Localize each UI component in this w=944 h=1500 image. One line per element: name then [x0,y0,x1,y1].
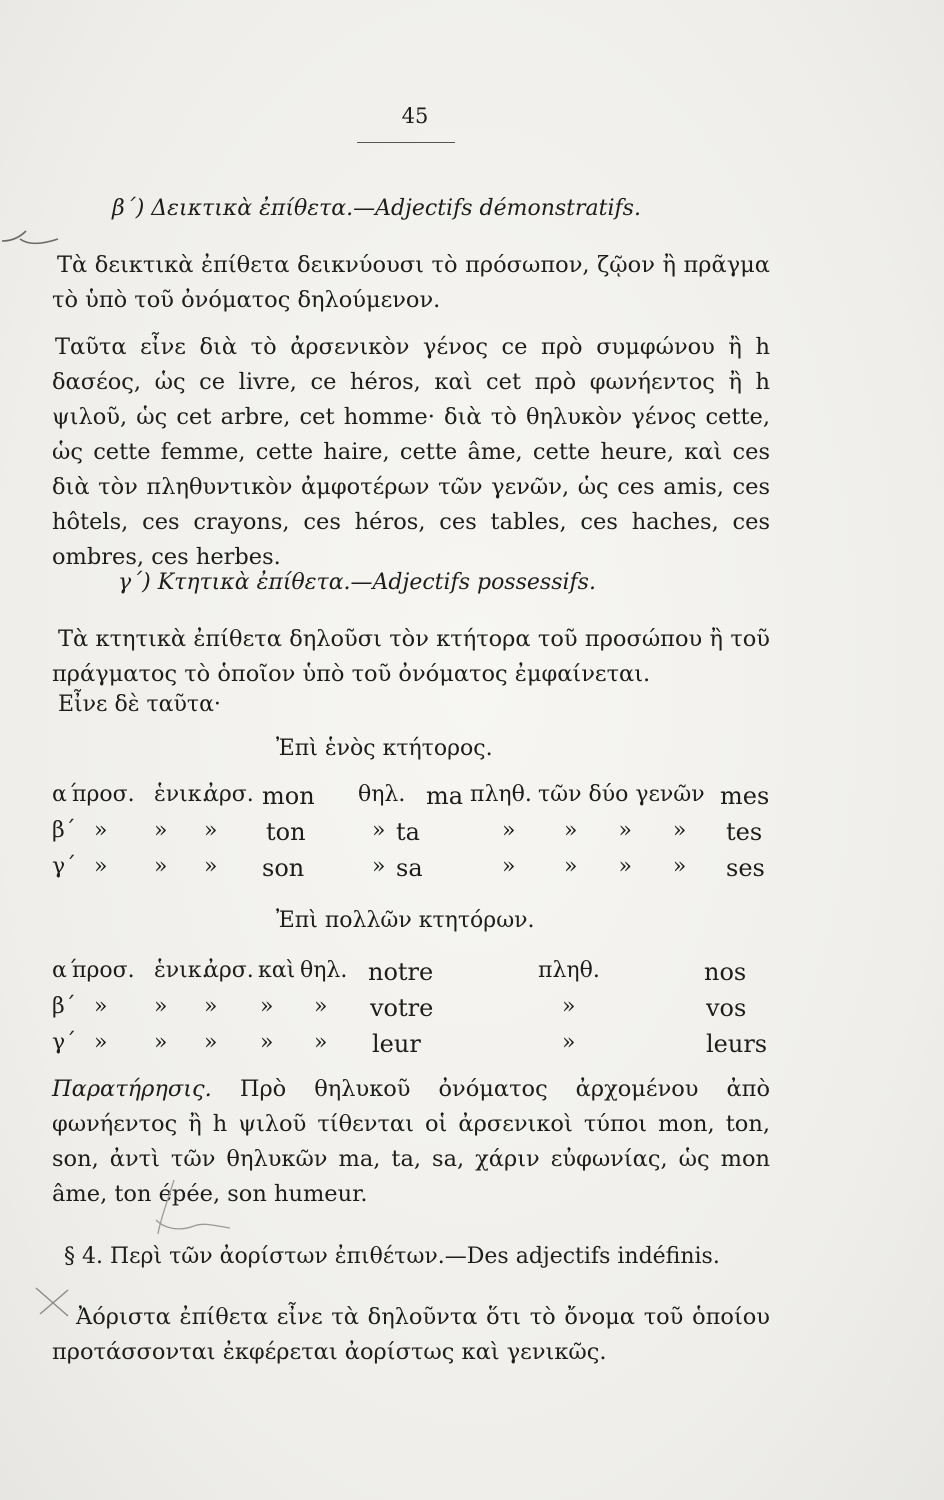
table-one-caption: Ἐπὶ ἑνὸς κτήτορος. [276,736,493,761]
cell-person: » [94,994,108,1019]
row-number: α΄ [52,782,78,807]
cell-conjunction: » [260,994,274,1019]
cell-singular: votre [370,994,434,1022]
paragraph-possessives-definition: Τὰ κτητικὰ ἐπίθετα δηλοῦσι τὸν κτήτορα τοῦ προσώπου ἢ τοῦ πράγματος τὸ ὁποῖον ὑπὸ τοῦ ὀνόματος ἐμφαίνεται. [52,626,770,687]
cell-person: προσ. [72,958,135,983]
cell-feminine: ta [396,818,420,846]
cell-feminine-label: » [314,1030,328,1055]
table-row [52,818,772,854]
cell-gender: » [204,994,218,1019]
cell-plural: nos [704,958,747,986]
table-row [52,958,772,994]
cell-plural-desc: » » » [564,854,687,879]
cell-plural-label: » [562,1030,576,1055]
pencil-scribble-icon [138,1170,258,1250]
cell-person: προσ. [72,782,135,807]
table-row [52,1030,772,1066]
cell-masculine: mon [262,782,315,810]
cell-plural: leurs [706,1030,768,1058]
cell-plural-label: » [502,854,516,879]
cell-plural-label: » [502,818,516,843]
section-heading-possessives: γ΄) Κτητικὰ ἐπίθετα.—Adjectifs possessifs. [118,570,596,595]
table-row [52,854,772,890]
cell-plural: ses [726,854,765,882]
remark-text: Πρὸ θηλυκοῦ ὀνόματος ἀρχομένου ἀπὸ φωνήεντος ἢ h ψιλοῦ τίθενται οἱ ἀρσενικοὶ τύποι mon, ton, son, ἀντὶ τῶν θηλυκῶν ma, ta, sa, χάριν εὐφωνίας, ὡς mon âme, ton épée, son humeur. [52,1076,771,1207]
table-row [52,782,772,818]
cell-singular: leur [372,1030,421,1058]
cell-feminine-label: θηλ. [358,782,406,807]
cell-gender: » [204,854,218,879]
section-heading-indefinites [64,1244,720,1269]
cell-plural: vos [706,994,747,1022]
section-heading-demonstratives: β΄) Δεικτικὰ ἐπίθετα.—Adjectifs démonstratifs. [112,196,641,221]
cell-number: ἑνικ. [154,958,209,983]
row-number: γ΄ [52,854,77,879]
remark-label: Παρατήρησις. [52,1076,212,1102]
cell-person: » [94,854,108,879]
cell-feminine: sa [396,854,423,882]
cell-feminine-label: θηλ. [300,958,348,983]
row-number: β΄ [52,994,76,1019]
cell-number: ἑνικ. [154,782,209,807]
cell-conjunction: καὶ [258,958,296,983]
cell-feminine-label: » [314,994,328,1019]
cell-conjunction: » [260,1030,274,1055]
section-heading-indefinites-text: § 4. Περὶ τῶν ἀορίστων ἐπιθέτων.—Des adjectifs indéfinis. [64,1244,720,1269]
cell-gender: » [204,818,218,843]
cell-feminine: ma [426,782,464,810]
table-row [52,994,772,1030]
cell-person: » [94,1030,108,1055]
cell-singular: notre [368,958,434,986]
row-number: γ΄ [52,1030,77,1055]
paragraph-indefinites-definition: Ἀόριστα ἐπίθετα εἶνε τὰ δηλοῦντα ὅτι τὸ ὄνομα τοῦ ὁποίου προτάσσονται ἐκφέρεται ἀορίστως καὶ γενικῶς. [52,1304,770,1365]
cell-number: » [154,818,168,843]
cell-plural-label: πληθ. [470,782,532,807]
cell-masculine: son [262,854,305,882]
cell-person: » [94,818,108,843]
header-rule [357,142,455,143]
cell-plural-desc: τῶν δύο γενῶν [538,782,705,807]
cell-gender: » [204,1030,218,1055]
cell-gender: ἀρσ. [204,958,254,983]
cell-feminine-label: » [372,818,386,843]
cell-plural-desc: » » » [564,818,687,843]
paragraph-demonstratives-definition: Τὰ δεικτικὰ ἐπίθετα δεικνύουσι τὸ πρόσωπον, ζῷον ἢ πρᾶγμα τὸ ὑπὸ τοῦ ὀνόματος δηλούμενον. [52,252,770,313]
cell-masculine: ton [266,818,306,846]
cell-plural: mes [720,782,770,810]
page-number: 45 [401,104,429,128]
cell-plural-label: » [562,994,576,1019]
table-two-caption: Ἐπὶ πολλῶν κτητόρων. [276,908,535,933]
cell-number: » [154,854,168,879]
paragraph-demonstratives-forms: Ταῦτα εἶνε διὰ τὸ ἀρσενικὸν γένος ce πρὸ συμφώνου ἢ h δασέος, ὡς ce livre, ce héros, καὶ cet πρὸ φωνήεντος ἢ h ψιλοῦ, ὡς cet arbre, cet homme· διὰ τὸ θηλυκὸν γένος cette, ὡς cette femme, cette haire, cette âme, cette heure, καὶ ces διὰ τὸν πληθυντικὸν ἀμφοτέρων τῶν γενῶν, ὡς ces amis, ces hôtels, ces crayons, ces héros, ces tables, ces haches, ces ombres, ces herbes. [52,334,770,570]
paragraph-possessives-intro: Εἶνε δὲ ταῦτα· [58,692,221,717]
row-number: α΄ [52,958,78,983]
cell-number: » [154,1030,168,1055]
cell-plural-label: πληθ. [538,958,600,983]
row-number: β΄ [52,818,76,843]
cell-plural: tes [726,818,763,846]
cell-number: » [154,994,168,1019]
cell-feminine-label: » [372,854,386,879]
cell-gender: ἀρσ. [204,782,254,807]
